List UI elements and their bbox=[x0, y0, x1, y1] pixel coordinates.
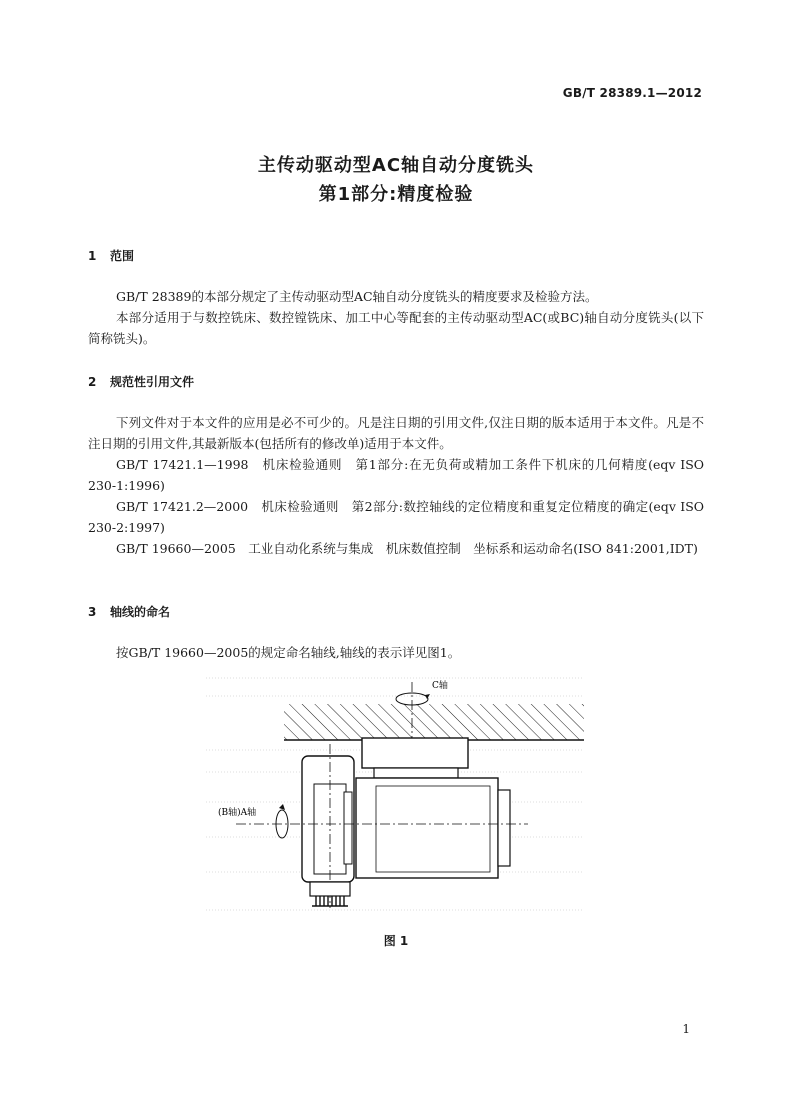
document-title-line2: 第1部分:精度检验 bbox=[318, 184, 474, 205]
reference-item: GB/T 17421.2—2000 机床检验通则 第2部分:数控轴线的定位精度和重复定位精度的确定(eqv ISO 230-2:1997) bbox=[88, 499, 704, 535]
paragraph: 本部分适用于与数控铣床、数控镗铣床、加工中心等配套的主传动驱动型AC(或BC)轴自动分度铣头(以下简称铣头)。 bbox=[88, 310, 704, 346]
figure-caption: 图 1 bbox=[383, 934, 409, 948]
paragraph: 按GB/T 19660—2005的规定命名轴线,轴线的表示详见图1。 bbox=[116, 645, 461, 660]
c-axis-label: C轴 bbox=[432, 681, 448, 691]
reference-item: GB/T 19660—2005 工业自动化系统与集成 机床数值控制 坐标系和运动命名(ISO 841:2001,IDT) bbox=[116, 541, 698, 556]
document-title-line1: 主传动驱动型AC轴自动分度铣头 bbox=[257, 155, 535, 176]
section-number: 1 bbox=[88, 249, 97, 263]
mounting-flange bbox=[362, 738, 468, 768]
bottom-block bbox=[310, 882, 350, 896]
section-title: 范围 bbox=[110, 249, 135, 263]
section-2-heading bbox=[88, 373, 194, 390]
section-3-heading bbox=[88, 603, 170, 620]
a-axis-label: (B轴)A轴 bbox=[218, 808, 257, 818]
head-body bbox=[356, 778, 498, 878]
section-number: 3 bbox=[88, 605, 97, 619]
section-number: 2 bbox=[88, 375, 97, 389]
standard-number: GB/T 28389.1—2012 bbox=[562, 86, 702, 100]
reference-item: GB/T 17421.1—1998 机床检验通则 第1部分:在无负荷或精加工条件下机床的几何精度(eqv ISO 230-1:1996) bbox=[88, 457, 704, 493]
section-title: 规范性引用文件 bbox=[110, 375, 195, 389]
spindle-housing-hatch bbox=[284, 704, 584, 740]
paragraph: GB/T 28389的本部分规定了主传动驱动型AC轴自动分度铣头的精度要求及检验方法。 bbox=[116, 289, 598, 304]
paragraph: 下列文件对于本文件的应用是必不可少的。凡是注日期的引用文件,仅注日期的版本适用于本文件。凡是不注日期的引用文件,其最新版本(包括所有的修改单)适用于本文件。 bbox=[88, 415, 704, 451]
section-title: 轴线的命名 bbox=[110, 605, 171, 619]
page-number: 1 bbox=[682, 1022, 690, 1036]
figure-1-drawing bbox=[206, 672, 584, 917]
spindle-nose bbox=[498, 790, 510, 866]
section-1-heading bbox=[88, 247, 134, 264]
